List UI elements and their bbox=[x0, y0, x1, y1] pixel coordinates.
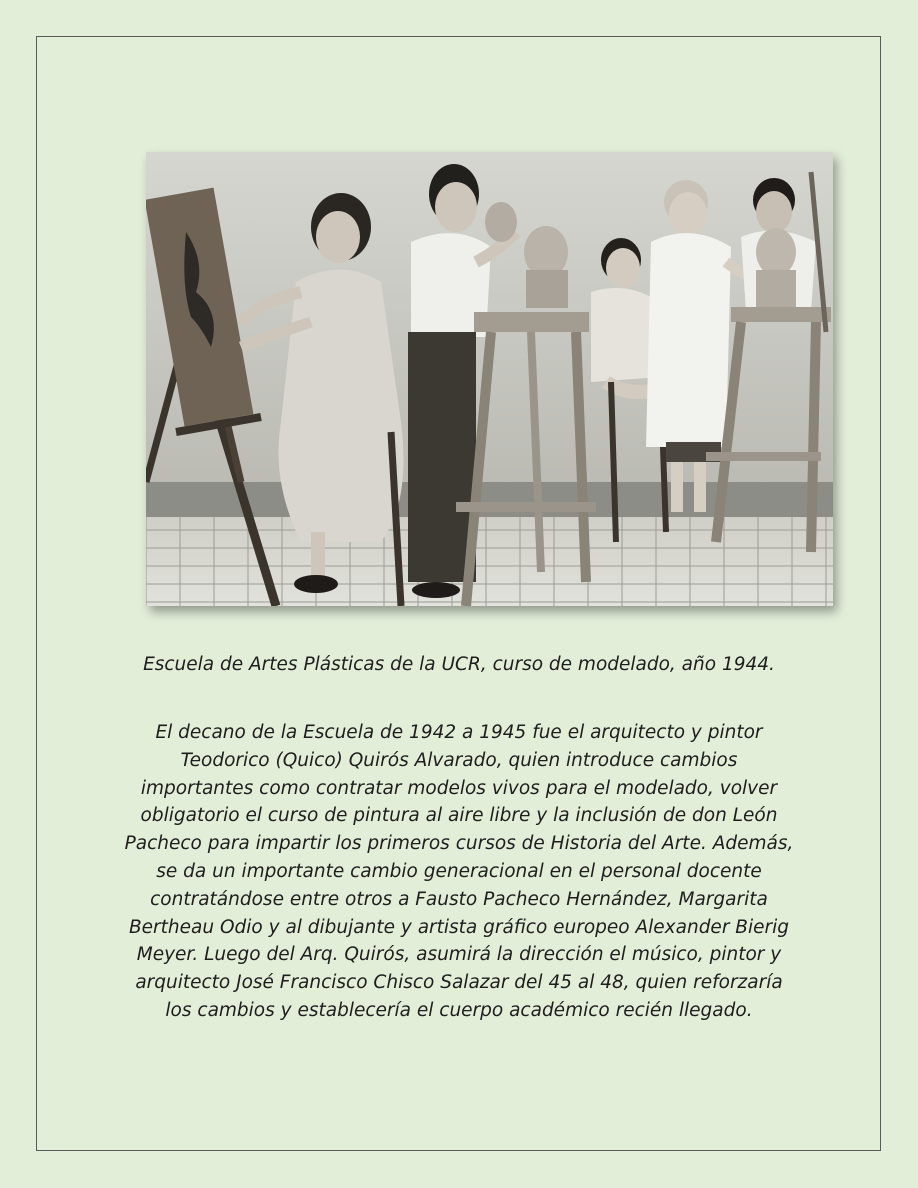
photo-caption: Escuela de Artes Plásticas de la UCR, curso de modelado, año 1944. bbox=[143, 654, 775, 675]
sculpture-class-photo bbox=[146, 152, 833, 606]
body-paragraph: El decano de la Escuela de 1942 a 1945 fue el arquitecto y pintor Teodorico (Quico) Quirós Alvarado, quien introduce cambios importantes como contratar modelos vivos para el modelado, volver obligatorio el curso de pintura al aire libre y la inclusión de don León Pacheco para impartir los primeros cursos de Historia del Arte. Además, se da un importante cambio generacional en el personal docente contratándose entre otros a Fausto Pacheco Hernández, Margarita Bertheau Odio y al dibujante y artista gráfico europeo Alexander Bierig Meyer. Luego del Arq. Quirós, asumirá la dirección el músico, pintor y arquitecto José Francisco Chisco Salazar del 45 al 48, quien reforzaría los cambios y establecería el cuerpo académico recién llegado. bbox=[124, 722, 794, 1021]
photo-illustration bbox=[146, 152, 833, 606]
